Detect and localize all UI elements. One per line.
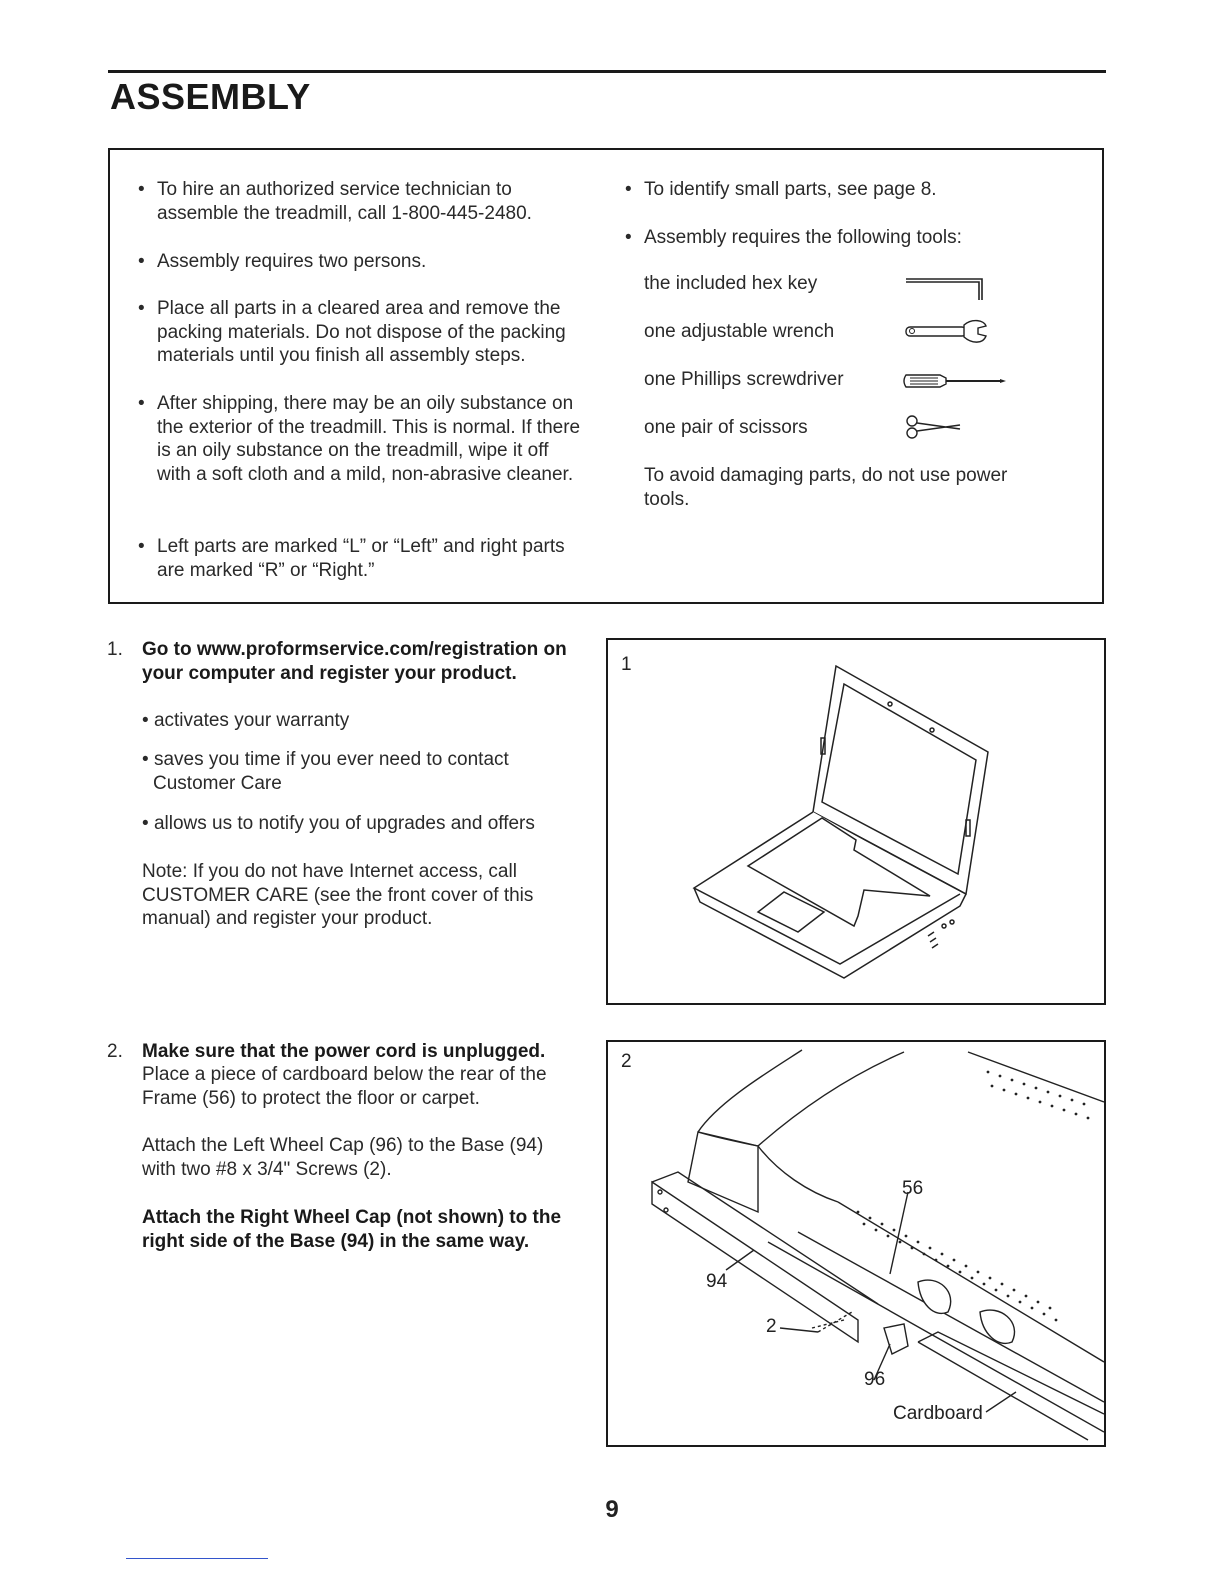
page-title: ASSEMBLY — [110, 76, 311, 117]
step-1-benefit: • saves you time if you ever need to contact Customer Care — [142, 749, 509, 794]
callout-94: 94 — [706, 1271, 728, 1292]
hex-key-icon — [900, 274, 992, 302]
callout-56: 56 — [902, 1178, 924, 1199]
info-bullet: • Place all parts in a cleared area and remove the packing materials. Do not dispose of the packing materials until you finish all assembly steps. — [138, 298, 566, 366]
screwdriver-icon — [900, 368, 1010, 394]
info-bullet: • After shipping, there may be an oily substance on the exterior of the treadmill. This is normal. If there is an oily substance on the treadmill, wipe it off with a soft cloth and a mild, non-abrasive cleaner. — [138, 393, 581, 485]
tool-scissors-label: one pair of scissors — [644, 417, 808, 438]
step-1-number: 1. — [107, 639, 123, 660]
tool-hex-key-label: the included hex key — [644, 273, 818, 294]
step-1-note: Note: If you do not have Internet access, call CUSTOMER CARE (see the front cover of this manual) and register your product. — [142, 861, 534, 929]
callout-cardboard: Cardboard — [893, 1403, 983, 1424]
figure-2-number: 2 — [621, 1051, 632, 1072]
step-2-number: 2. — [107, 1041, 123, 1062]
step-2-bold-text: Attach the Right Wheel Cap (not shown) to the right side of the Base (94) in the same way. — [142, 1207, 562, 1252]
laptop-illustration — [608, 640, 1104, 1003]
info-bullet: • To hire an authorized service technician to assemble the treadmill, call 1-800-445-2480. — [138, 179, 532, 224]
header-rule — [108, 70, 1106, 73]
figure-1-number: 1 — [621, 654, 632, 675]
treadmill-base-illustration — [608, 1042, 1104, 1445]
callout-96: 96 — [864, 1369, 886, 1390]
info-bullet: • To identify small parts, see page 8. — [625, 179, 937, 200]
tools-note: To avoid damaging parts, do not use power tools. — [644, 465, 1008, 510]
step-1-benefit: • activates your warranty — [142, 710, 350, 731]
step-1-benefit: • allows us to notify you of upgrades and offers — [142, 813, 535, 834]
info-bullet: • Assembly requires two persons. — [138, 251, 427, 272]
step-2-heading: Make sure that the power cord is unplugged. — [142, 1041, 546, 1062]
adjustable-wrench-icon — [900, 314, 990, 348]
page-number: 9 — [605, 1496, 619, 1523]
info-bullet: • Assembly requires the following tools: — [625, 227, 962, 248]
callout-2: 2 — [766, 1316, 777, 1337]
step-2-text-1: Place a piece of cardboard below the rear of the Frame (56) to protect the floor or carpet. — [142, 1064, 547, 1109]
info-bullet: • Left parts are marked “L” or “Left” and right parts are marked “R” or “Right.” — [138, 536, 565, 581]
step-1-heading: Go to www.proformservice.com/registration on your computer and register your product. — [142, 639, 567, 684]
scissors-icon — [900, 412, 970, 442]
tool-wrench-label: one adjustable wrench — [644, 321, 835, 342]
step-2-text-2: Attach the Left Wheel Cap (96) to the Base (94) with two #8 x 3/4" Screws (2). — [142, 1135, 544, 1180]
footer-line — [126, 1558, 268, 1559]
tool-screwdriver-label: one Phillips screwdriver — [644, 369, 844, 390]
